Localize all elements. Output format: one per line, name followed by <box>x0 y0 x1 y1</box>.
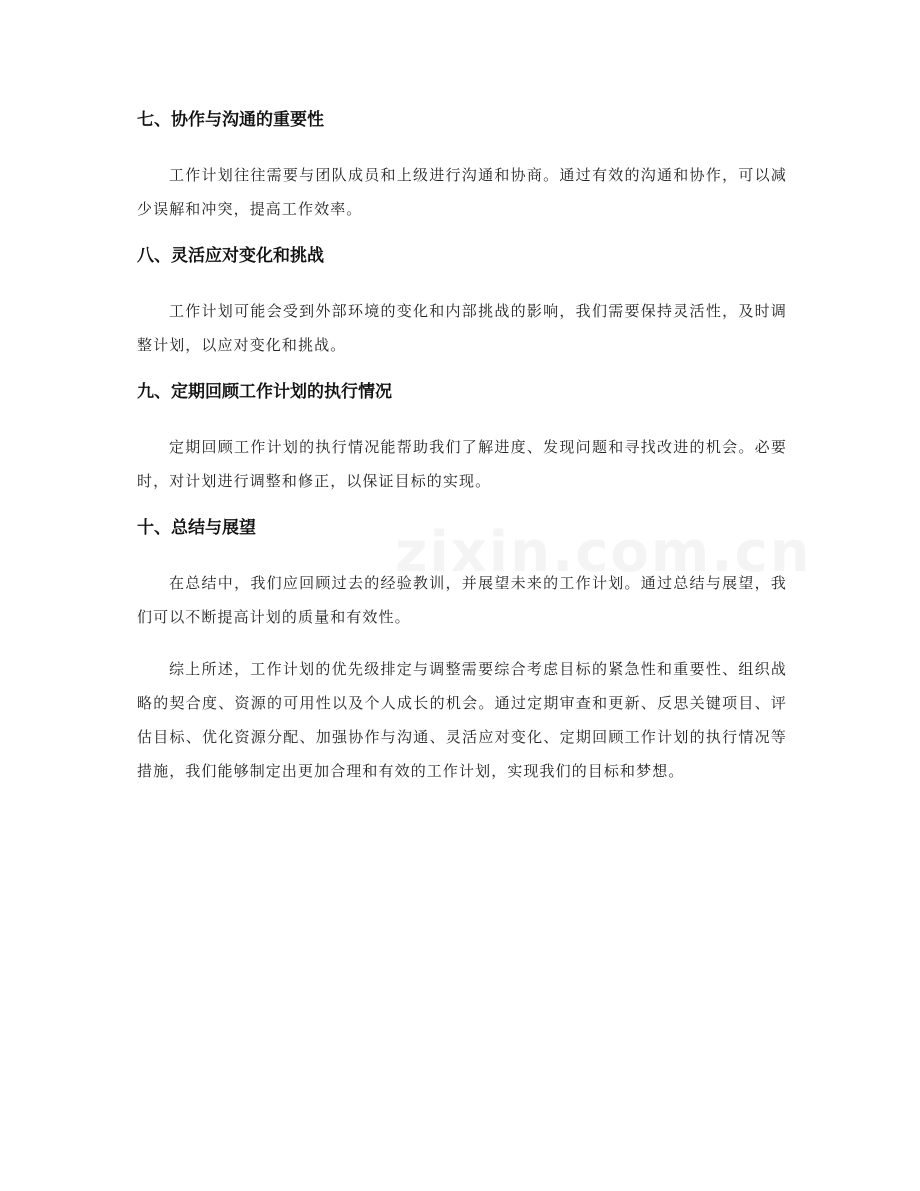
section-heading: 九、定期回顾工作计划的执行情况 <box>137 382 392 402</box>
document-body <box>137 108 787 806</box>
section-summary <box>137 516 787 788</box>
section-paragraph: 定期回顾工作计划的执行情况能帮助我们了解进度、发现问题和寻找改进的机会。必要时，对计划进行调整和修正，以保证目标的实现。 <box>137 438 787 490</box>
section-paragraph: 工作计划往往需要与团队成员和上级进行沟通和协商。通过有效的沟通和协作，可以减少误解和冲突，提高工作效率。 <box>137 166 787 218</box>
section-heading: 八、灵活应对变化和挑战 <box>137 246 324 266</box>
section-heading: 十、总结与展望 <box>137 518 256 538</box>
section-collaboration <box>137 108 787 226</box>
section-paragraph: 在总结中，我们应回顾过去的经验教训，并展望未来的工作计划。通过总结与展望，我们可以不断提高计划的质量和有效性。 <box>137 574 787 626</box>
section-heading: 七、协作与沟通的重要性 <box>137 110 324 130</box>
section-paragraph: 工作计划可能会受到外部环境的变化和内部挑战的影响，我们需要保持灵活性，及时调整计划，以应对变化和挑战。 <box>137 302 787 354</box>
conclusion-paragraph: 综上所述，工作计划的优先级排定与调整需要综合考虑目标的紧急性和重要性、组织战略的契合度、资源的可用性以及个人成长的机会。通过定期审查和更新、反思关键项目、评估目标、优化资源分配、加强协作与沟通、灵活应对变化、定期回顾工作计划的执行情况等措施，我们能够制定出更加合理和有效的工作计划，实现我们的目标和梦想。 <box>137 660 787 780</box>
section-review <box>137 380 787 498</box>
section-flexibility <box>137 244 787 362</box>
